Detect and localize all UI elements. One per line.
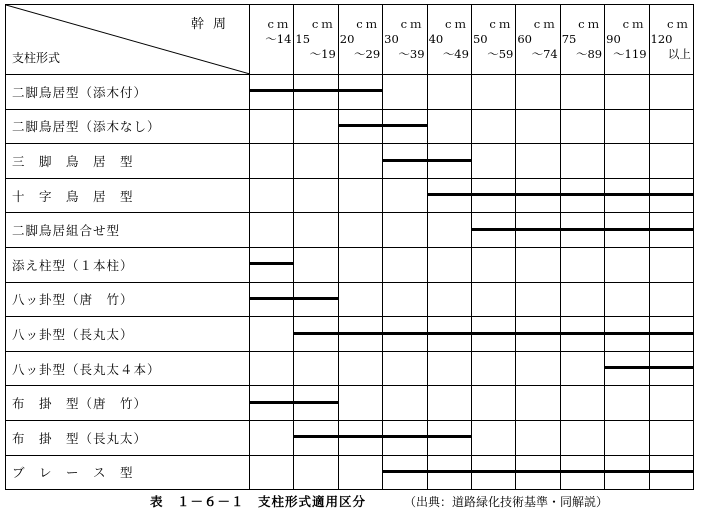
range-cell	[516, 144, 560, 179]
header-row	[6, 5, 694, 75]
range-low: 30	[384, 32, 399, 46]
table-row	[6, 351, 694, 386]
range-cell	[516, 420, 560, 455]
applicability-bar	[604, 366, 693, 369]
range-cell	[560, 386, 604, 421]
trunk-girth-label: 幹周	[190, 17, 235, 32]
applicability-bar	[249, 297, 338, 300]
range-cell	[427, 351, 471, 386]
range-unit: cｍ	[622, 17, 647, 31]
range-cell	[649, 109, 693, 144]
range-cell	[427, 109, 471, 144]
range-unit: cｍ	[445, 17, 469, 31]
range-header-2	[338, 5, 382, 75]
range-cell	[516, 351, 560, 386]
range-header-9	[649, 5, 693, 75]
row-label: 十 字 鳥 居 型	[6, 178, 250, 213]
range-unit: cｍ	[356, 17, 381, 31]
row-label: 三 脚 鳥 居 型	[6, 144, 250, 179]
range-cell	[605, 144, 649, 179]
row-label: 二脚鳥居型（添木なし）	[6, 109, 250, 144]
range-header-5	[471, 5, 515, 75]
row-label: 添え柱型（１本柱）	[6, 247, 250, 282]
range-cell	[294, 178, 338, 213]
range-cell	[516, 386, 560, 421]
range-cell	[427, 386, 471, 421]
range-high: ～19	[309, 47, 336, 61]
applicability-bar	[338, 124, 427, 127]
range-cell	[383, 178, 427, 213]
range-cell	[338, 144, 382, 179]
range-cell	[338, 247, 382, 282]
range-low: 75	[561, 32, 577, 46]
range-high: ～39	[398, 47, 425, 61]
range-cell	[605, 386, 649, 421]
range-cell	[250, 420, 294, 455]
range-cell	[471, 247, 515, 282]
range-high: 以上	[667, 47, 691, 61]
range-cell	[649, 420, 693, 455]
range-cell	[560, 282, 604, 317]
range-cell	[471, 386, 515, 421]
range-cell	[471, 144, 515, 179]
range-high: ～74	[531, 47, 558, 61]
corner-header-cell	[6, 5, 250, 75]
range-high: ～49	[442, 47, 469, 61]
range-cell	[605, 282, 649, 317]
applicability-bar	[249, 401, 338, 404]
range-cell	[338, 282, 382, 317]
range-header-7	[560, 5, 604, 75]
support-type-label: 支柱形式	[12, 51, 61, 65]
range-cell	[338, 213, 382, 248]
range-unit: cｍ	[578, 17, 603, 31]
range-cell	[383, 247, 427, 282]
range-cell	[383, 386, 427, 421]
row-label: 八ッ卦型（唐 竹）	[6, 282, 250, 317]
range-low: 15	[295, 32, 311, 46]
range-unit: cｍ	[666, 17, 691, 31]
range-cell	[427, 75, 471, 110]
range-cell	[560, 144, 604, 179]
applicability-bar	[471, 228, 693, 231]
range-cell	[338, 351, 382, 386]
range-cell	[383, 75, 427, 110]
range-unit: cｍ	[311, 17, 336, 31]
range-low: 60	[517, 32, 532, 46]
range-low: 20	[339, 32, 355, 46]
row-label: 八ッ卦型（長丸太）	[6, 317, 250, 352]
range-cell	[383, 213, 427, 248]
range-cell	[250, 144, 294, 179]
range-cell	[516, 75, 560, 110]
range-header-3	[383, 5, 427, 75]
range-cell	[338, 178, 382, 213]
row-label: ブ レ ー ス 型	[6, 455, 250, 490]
range-cell	[605, 109, 649, 144]
range-cell	[250, 351, 294, 386]
range-cell	[250, 213, 294, 248]
range-cell	[560, 75, 604, 110]
range-cell	[605, 247, 649, 282]
range-header-0	[250, 5, 294, 75]
range-cell	[250, 317, 294, 352]
range-header-4	[427, 5, 471, 75]
range-high: ～89	[575, 47, 603, 61]
range-low: ～14	[265, 32, 292, 46]
range-high: ～29	[354, 47, 381, 61]
range-high: ～119	[613, 47, 647, 61]
range-cell	[294, 144, 338, 179]
range-cell	[649, 247, 693, 282]
range-header-8	[605, 5, 649, 75]
range-cell	[250, 455, 294, 490]
range-cell	[560, 351, 604, 386]
applicability-bar	[382, 159, 471, 162]
range-cell	[427, 247, 471, 282]
range-low: 50	[472, 32, 488, 46]
row-label: 二脚鳥居組合せ型	[6, 213, 250, 248]
range-cell	[605, 75, 649, 110]
range-cell	[560, 247, 604, 282]
range-cell	[471, 75, 515, 110]
range-cell	[294, 455, 338, 490]
table-container	[5, 4, 693, 489]
support-type-table	[5, 4, 694, 490]
range-header-6	[516, 5, 560, 75]
range-cell	[471, 282, 515, 317]
range-cell	[649, 75, 693, 110]
table-row	[6, 247, 694, 282]
range-low: 120	[650, 32, 673, 46]
range-cell	[294, 351, 338, 386]
range-cell	[516, 109, 560, 144]
row-label: 布 掛 型（唐 竹）	[6, 386, 250, 421]
applicability-bar	[427, 193, 693, 196]
range-cell	[471, 420, 515, 455]
row-label: 布 掛 型（長丸太）	[6, 420, 250, 455]
range-cell	[649, 282, 693, 317]
table-caption	[150, 492, 608, 510]
range-header-1	[294, 5, 338, 75]
table-row	[6, 282, 694, 317]
caption-source: （出典：道路緑化技術基準・同解説）	[404, 495, 609, 509]
row-label: 八ッ卦型（長丸太４本）	[6, 351, 250, 386]
range-cell	[516, 282, 560, 317]
applicability-bar	[382, 470, 693, 473]
range-cell	[294, 247, 338, 282]
range-cell	[427, 282, 471, 317]
range-cell	[383, 282, 427, 317]
range-unit: cｍ	[267, 17, 292, 31]
range-cell	[471, 351, 515, 386]
range-cell	[383, 351, 427, 386]
range-cell	[560, 109, 604, 144]
applicability-bar	[249, 262, 293, 265]
range-unit: cｍ	[533, 17, 558, 31]
range-unit: cｍ	[489, 17, 514, 31]
range-low: 40	[428, 32, 444, 46]
range-unit: cｍ	[400, 17, 425, 31]
applicability-bar	[249, 89, 382, 92]
range-cell	[427, 213, 471, 248]
range-cell	[250, 178, 294, 213]
applicability-bar	[293, 435, 471, 438]
table-row	[6, 144, 694, 179]
caption-title: 表 １－６－１ 支柱形式適用区分	[150, 494, 367, 509]
row-label: 二脚鳥居型（添木付）	[6, 75, 250, 110]
range-cell	[649, 386, 693, 421]
range-cell	[471, 109, 515, 144]
range-high: ～59	[487, 47, 514, 61]
range-cell	[250, 109, 294, 144]
table-row	[6, 386, 694, 421]
applicability-bar	[293, 332, 693, 335]
range-cell	[605, 420, 649, 455]
range-cell	[649, 144, 693, 179]
range-cell	[338, 455, 382, 490]
range-cell	[338, 386, 382, 421]
range-cell	[560, 420, 604, 455]
range-cell	[294, 213, 338, 248]
range-cell	[516, 247, 560, 282]
range-low: 90	[606, 32, 621, 46]
range-cell	[294, 109, 338, 144]
